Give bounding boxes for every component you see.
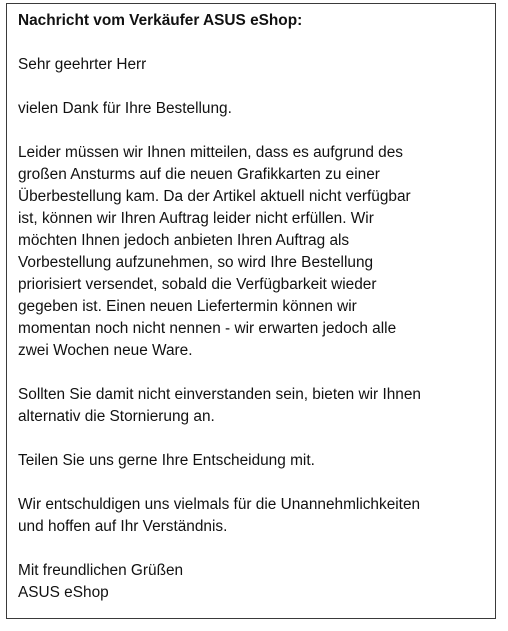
message-content xyxy=(18,10,490,604)
body-line: Überbestellung kam. Da der Artikel aktuell nicht verfügbar xyxy=(18,188,411,205)
cancellation-line: alternativ die Stornierung an. xyxy=(18,408,215,425)
body-paragraph xyxy=(18,142,490,362)
body-line: großen Ansturms auf die neuen Grafikkarten zu einer xyxy=(18,166,380,183)
apology-line: und hoffen auf Ihr Verständnis. xyxy=(18,518,228,535)
body-line: momentan noch nicht nennen - wir erwarten jedoch alle xyxy=(18,320,397,337)
cancellation-line: Sollten Sie damit nicht einverstanden sein, bieten wir Ihnen xyxy=(18,386,421,403)
body-line: gegeben ist. Einen neuen Liefertermin können wir xyxy=(18,298,357,315)
salutation xyxy=(18,54,490,76)
decision-paragraph xyxy=(18,450,490,472)
message-frame xyxy=(6,3,496,619)
message-title: Nachricht vom Verkäufer ASUS eShop: xyxy=(18,12,303,29)
signature-line: ASUS eShop xyxy=(18,584,109,601)
body-line: möchten Ihnen jedoch anbieten Ihren Auftrag als xyxy=(18,232,350,249)
body-line: priorisiert versendet, sobald die Verfügbarkeit wieder xyxy=(18,276,377,293)
apology-paragraph xyxy=(18,494,490,538)
body-line: Leider müssen wir Ihnen mitteilen, dass es aufgrund des xyxy=(18,144,403,161)
apology-line: Wir entschuldigen uns vielmals für die Unannehmlichkeiten xyxy=(18,496,421,513)
body-line: zwei Wochen neue Ware. xyxy=(18,342,193,359)
thanks-line: vielen Dank für Ihre Bestellung. xyxy=(18,100,232,117)
decision-line: Teilen Sie uns gerne Ihre Entscheidung mit. xyxy=(18,452,315,469)
thanks-paragraph xyxy=(18,98,490,120)
cancellation-paragraph xyxy=(18,384,490,428)
closing-paragraph xyxy=(18,560,490,604)
body-line: ist, können wir Ihren Auftrag leider nicht erfüllen. Wir xyxy=(18,210,374,227)
salutation-line: Sehr geehrter Herr xyxy=(18,56,147,73)
body-line: Vorbestellung aufzunehmen, so wird Ihre Bestellung xyxy=(18,254,374,271)
closing-line: Mit freundlichen Grüßen xyxy=(18,562,184,579)
